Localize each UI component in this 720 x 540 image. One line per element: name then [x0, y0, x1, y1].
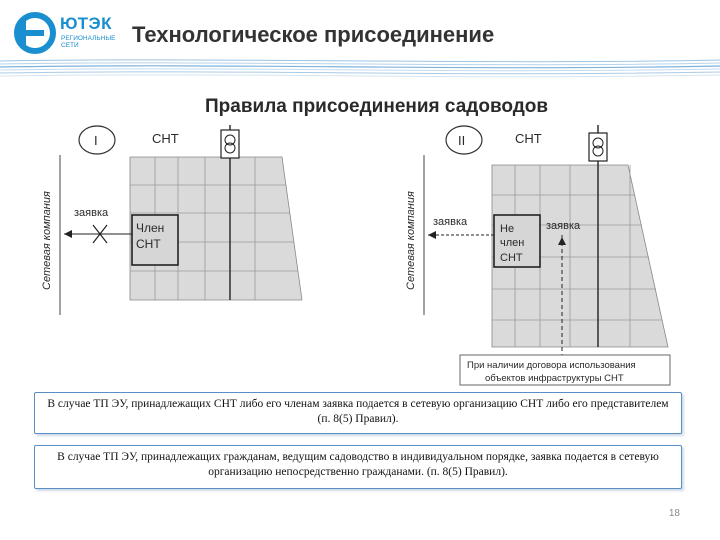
right-side-label: Сетевая компания: [405, 191, 417, 290]
right-request-inner: заявка: [546, 220, 581, 232]
right-note-line1: При наличии договора использования: [467, 360, 636, 371]
right-nonmember-line3: СНТ: [500, 252, 523, 264]
logo-mark-icon: [14, 12, 56, 54]
page-title: Технологическое присоединение: [132, 22, 495, 47]
right-nonmember-line2: член: [500, 237, 525, 249]
left-member-line1: Член: [136, 221, 165, 235]
note-box-citizens: В случае ТП ЭУ, принадлежащих гражданам, ведущим садоводство в индивидуальном порядке, заявка подается в сетевую организацию непосредственно гражданами. (п. 8(5) Правил).: [34, 445, 682, 489]
left-member-line2: СНТ: [136, 237, 161, 251]
note-box-snt: В случае ТП ЭУ, принадлежащих СНТ либо его членам заявка подается в сетевую организацию СНТ либо его представителем (п. 8(5) Правил).: [34, 392, 682, 434]
left-panel: [41, 125, 302, 315]
left-request-label: заявка: [74, 207, 109, 219]
right-panel: [405, 125, 670, 385]
connection-rules-diagram: [30, 85, 690, 390]
left-roman: I: [94, 133, 98, 148]
left-snt-label: СНТ: [152, 131, 179, 146]
left-side-label: Сетевая компания: [41, 191, 53, 290]
right-note-line2: объектов инфраструктуры СНТ: [485, 373, 624, 384]
right-roman: II: [458, 133, 466, 148]
right-request-left: заявка: [433, 216, 468, 228]
right-nonmember-line1: Не: [500, 223, 515, 235]
right-snt-label: СНТ: [515, 131, 542, 146]
header-stripes: [0, 55, 720, 85]
diagram-heading: Правила присоединения садоводов: [205, 96, 549, 117]
page-number: 18: [668, 508, 680, 519]
logo-name: ЮТЭК: [60, 14, 112, 33]
company-logo: [14, 12, 126, 54]
logo-subtitle: РЕГИОНАЛЬНЫЕ СЕТИ: [61, 35, 116, 49]
